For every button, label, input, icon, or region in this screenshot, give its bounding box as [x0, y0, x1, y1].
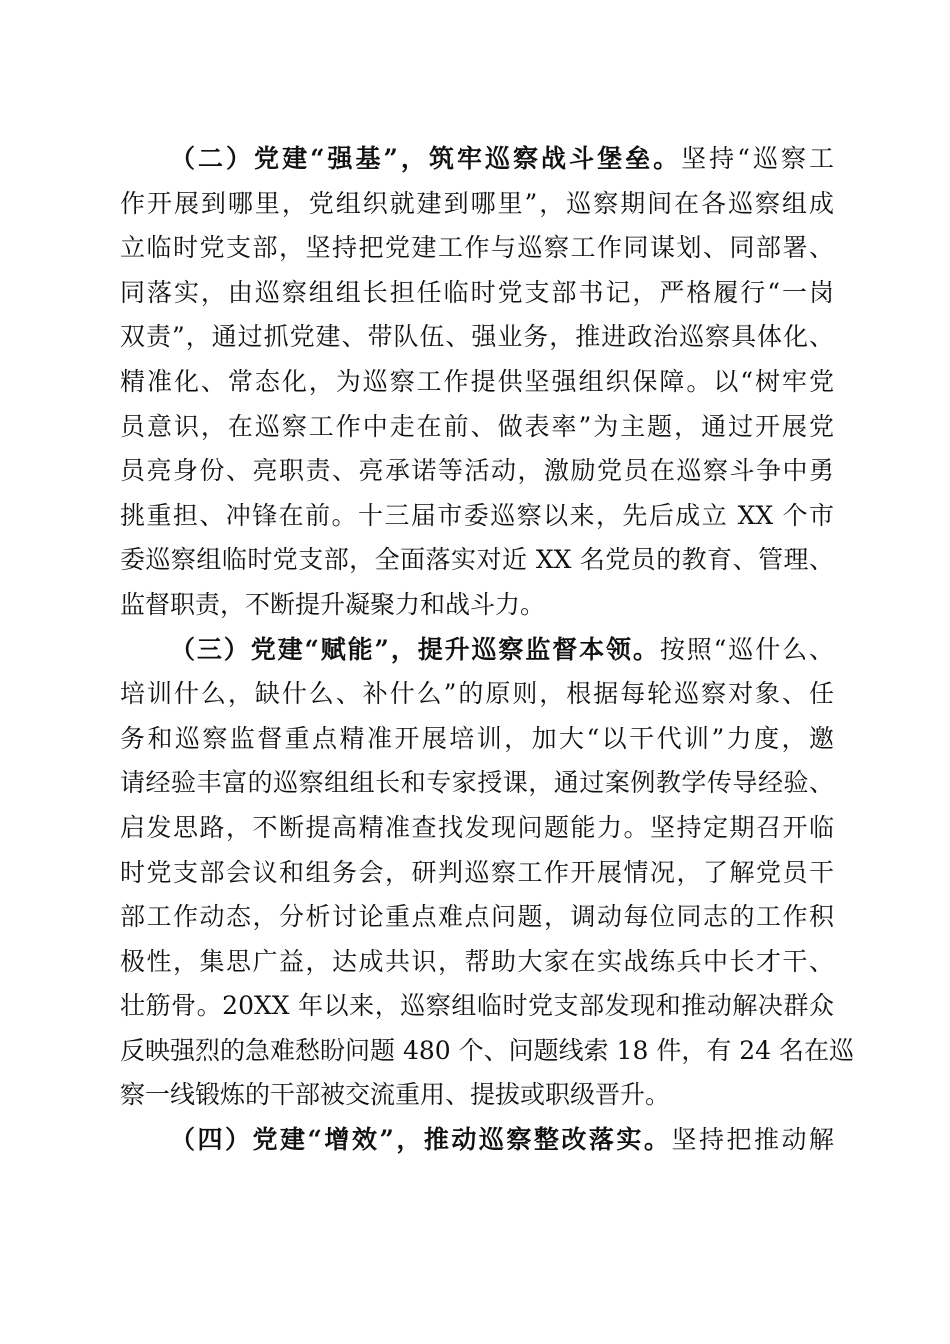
paragraph-2-heading: （二）党建“强基”，筑牢巡察战斗堡垒。 [170, 144, 682, 173]
paragraph-2-line-1 [120, 137, 834, 182]
paragraph-2-text: 坚持“巡察工 [681, 144, 835, 173]
paragraph-3-line-1 [120, 628, 834, 673]
paragraph-3-line-3: 务和巡察监督重点精准开展培训，加大“以干代训”力度，邀 [120, 723, 834, 753]
paragraph-3-line-8: 极性，集思广益，达成共识，帮助大家在实战练兵中长才干、 [120, 946, 834, 976]
paragraph-3-line-9: 壮筋骨。20XX 年以来，巡察组临时党支部发现和推动解决群众 [120, 991, 834, 1021]
paragraph-2-line-9: 挑重担、冲锋在前。十三届市委巡察以来，先后成立 XX 个市 [120, 500, 834, 530]
paragraph-3-line-11: 察一线锻炼的干部被交流重用、提拔或职级晋升。 [120, 1080, 671, 1110]
paragraph-3-line-7: 部工作动态，分析讨论重点难点问题，调动每位同志的工作积 [120, 902, 834, 932]
paragraph-3-line-4: 请经验丰富的巡察组组长和专家授课，通过案例教学传导经验、 [120, 768, 834, 798]
paragraph-2-line-3: 立临时党支部，坚持把党建工作与巡察工作同谋划、同部署、 [120, 233, 834, 263]
paragraph-2-line-11: 监督职责，不断提升凝聚力和战斗力。 [120, 589, 546, 619]
paragraph-2-line-8: 员亮身份、亮职责、亮承诺等活动，激励党员在巡察斗争中勇 [120, 456, 834, 486]
paragraph-2-line-10: 委巡察组临时党支部，全面落实对近 XX 名党员的教育、管理、 [120, 545, 834, 575]
paragraph-2-line-6: 精准化、常态化，为巡察工作提供坚强组织保障。以“树牢党 [120, 366, 834, 396]
paragraph-3-line-5: 启发思路，不断提高精准查找发现问题能力。坚持定期召开临 [120, 812, 834, 842]
document-body [120, 137, 855, 1163]
paragraph-2-line-5: 双责”，通过抓党建、带队伍、强业务，推进政治巡察具体化、 [120, 322, 834, 352]
paragraph-4-text: 坚持把推动解 [671, 1125, 834, 1155]
paragraph-4-heading: （四）党建“增效”，推动巡察整改落实。 [170, 1125, 672, 1155]
paragraph-3-text: 按照“巡什么、 [659, 634, 834, 664]
paragraph-3-line-10: 反映强烈的急难愁盼问题 480 个、问题线索 18 件，有 24 名在巡 [120, 1035, 855, 1065]
paragraph-2-line-7: 员意识，在巡察工作中走在前、做表率”为主题，通过开展党 [120, 411, 834, 441]
paragraph-2-line-2: 作开展到哪里，党组织就建到哪里”，巡察期间在各巡察组成 [120, 188, 834, 218]
paragraph-3-line-6: 时党支部会议和组务会，研判巡察工作开展情况，了解党员干 [120, 857, 834, 887]
paragraph-3-heading: （三）党建“赋能”，提升巡察监督本领。 [170, 634, 660, 664]
paragraph-4-line-1 [120, 1118, 834, 1163]
paragraph-2-line-4: 同落实，由巡察组组长担任临时党支部书记，严格履行“一岗 [120, 277, 834, 307]
paragraph-3-line-2: 培训什么，缺什么、补什么”的原则，根据每轮巡察对象、任 [120, 679, 834, 709]
